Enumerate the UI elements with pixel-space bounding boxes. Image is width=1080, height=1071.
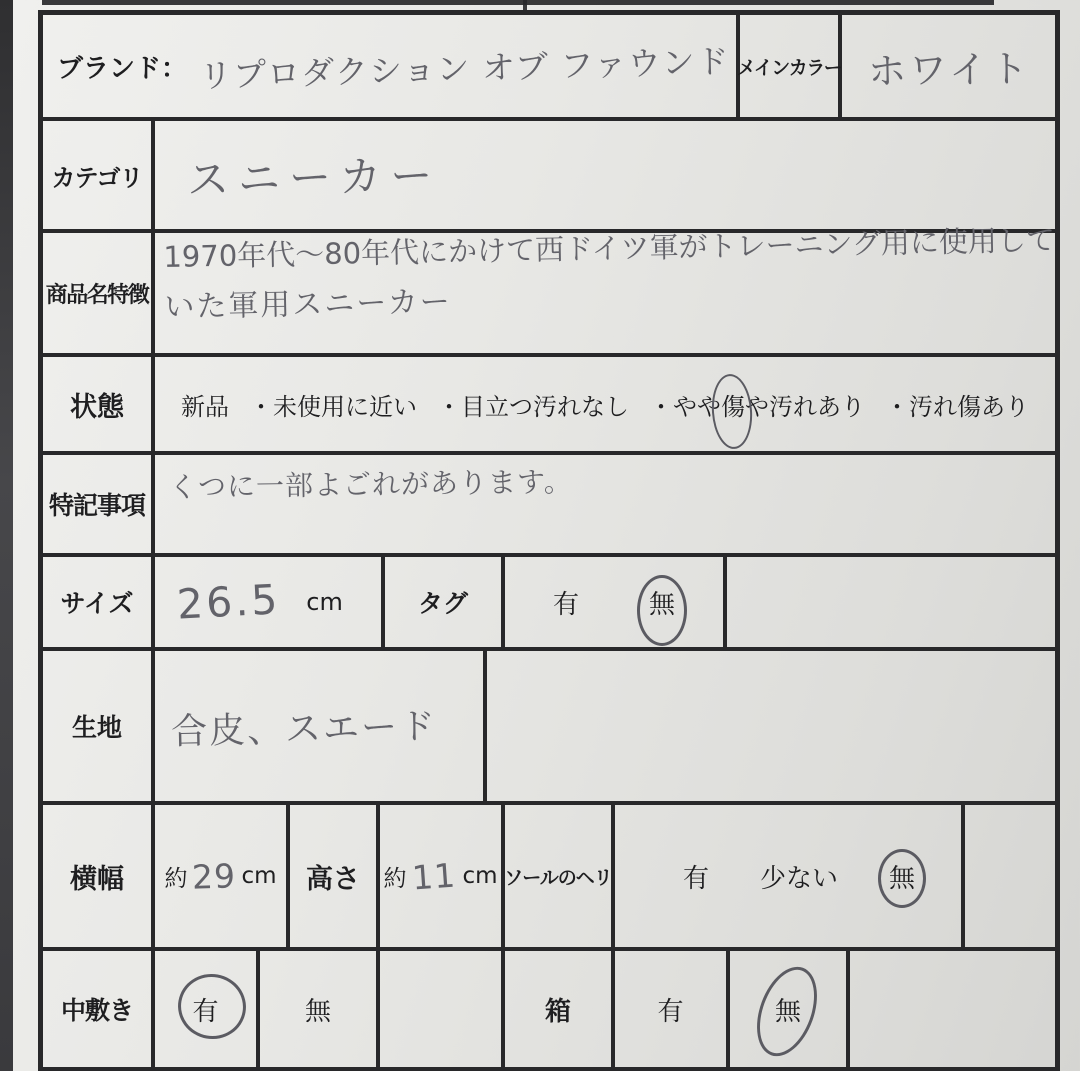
- insole-yes-cell: [155, 951, 260, 1067]
- material-row-empty-cell: [487, 651, 1055, 801]
- main-color-label-cell: [736, 15, 842, 117]
- tag-option-yes: 有: [553, 589, 580, 620]
- row-material: [43, 651, 1055, 805]
- condition-option-some-damage-suffix: や汚れあり: [745, 392, 865, 421]
- condition-option-damaged: ・汚れ傷あり: [885, 392, 1029, 421]
- insole-option-yes-circled: 有: [192, 991, 218, 1028]
- insole-label: 中敷き: [60, 996, 133, 1025]
- condition-label: 状態: [70, 391, 124, 423]
- features-label: 商品名特徴: [45, 282, 149, 308]
- condition-option-like-new: ・未使用に近い: [249, 392, 417, 421]
- width-label: 横幅: [70, 863, 124, 895]
- bottom-empty-cell-2: [850, 951, 1055, 1067]
- tag-label-cell: [385, 557, 505, 647]
- sole-wear-option-no-circled: 無: [889, 858, 915, 895]
- width-approx-prefix: 約: [164, 865, 188, 892]
- main-color-handwritten-value: ホワイト: [867, 46, 1032, 93]
- sole-wear-label: ソールのヘリ: [504, 866, 612, 889]
- spec-form-table: [38, 10, 1060, 1071]
- size-label: サイズ: [60, 589, 134, 618]
- measurements-row-empty-cell: [965, 805, 1055, 947]
- notes-label-cell: [43, 455, 155, 553]
- condition-label-cell: [43, 357, 155, 451]
- height-label-cell: [290, 805, 380, 947]
- features-label-cell: [43, 233, 155, 353]
- sole-wear-label-cell: [505, 805, 615, 947]
- main-color-value-cell: [842, 15, 1055, 117]
- box-yes-cell: [615, 951, 730, 1067]
- box-label: 箱: [544, 996, 571, 1027]
- row-size-tag: [43, 557, 1055, 651]
- insole-no-cell: [260, 951, 380, 1067]
- features-value-cell: [155, 222, 1056, 353]
- height-unit: cm: [462, 863, 498, 889]
- notes-label: 特記事項: [48, 491, 145, 520]
- height-handwritten-value: 11: [411, 855, 458, 897]
- insole-option-no: 無: [304, 996, 331, 1027]
- notes-handwritten-value: くつに一部よごれがあります。: [168, 465, 573, 504]
- brand-label: ブランド：: [57, 53, 188, 84]
- sole-wear-options-cell: [615, 805, 965, 947]
- category-value-cell: [155, 121, 1055, 229]
- material-handwritten-value: 合皮、スエード: [170, 705, 438, 753]
- row-condition: [43, 357, 1055, 455]
- cropped-row-above-line: [42, 0, 994, 5]
- sole-wear-option-few: 少ない: [759, 863, 838, 894]
- height-approx-prefix: 約: [383, 865, 407, 892]
- category-label: カテゴリ: [51, 163, 143, 192]
- bottom-empty-cell-1: [380, 951, 505, 1067]
- width-handwritten-value: 29: [191, 855, 238, 897]
- condition-circled-mark: 傷: [721, 387, 745, 422]
- row-notes: [43, 455, 1055, 557]
- sole-wear-option-yes: 有: [683, 863, 710, 894]
- row-measurements: [43, 805, 1055, 951]
- box-option-no-circled: 無: [775, 991, 801, 1028]
- width-label-cell: [43, 805, 155, 947]
- material-label: 生地: [71, 713, 122, 742]
- category-handwritten-value: スニーカー: [186, 150, 442, 205]
- row-insole-box: [43, 951, 1055, 1067]
- width-value-cell: [155, 805, 290, 947]
- tag-label: タグ: [417, 589, 468, 618]
- main-color-label: メインカラー: [736, 56, 842, 79]
- size-handwritten-value: 26.5: [175, 575, 282, 629]
- row-brand: [43, 15, 1055, 121]
- condition-option-no-stain: ・目立つ汚れなし: [437, 392, 629, 421]
- size-value-cell: [155, 557, 385, 647]
- notes-value-cell: [155, 455, 1055, 553]
- tag-option-no-circled: 無: [649, 584, 675, 621]
- insole-label-cell: [43, 951, 155, 1067]
- features-handwritten-line1: 1970年代〜80年代にかけて西ドイツ軍がトレーニング用に使用して: [163, 222, 1056, 274]
- condition-option-some-damage: [649, 387, 865, 422]
- size-row-empty-cell: [727, 557, 1055, 647]
- width-unit: cm: [241, 863, 277, 889]
- material-value-cell: [155, 651, 487, 801]
- row-features: [43, 222, 1056, 357]
- size-unit: cm: [306, 588, 343, 616]
- size-label-cell: [43, 557, 155, 647]
- box-label-cell: [505, 951, 615, 1067]
- height-label: 高さ: [306, 863, 360, 895]
- photo-dark-edge: [0, 0, 13, 1071]
- box-option-yes: 有: [657, 996, 684, 1027]
- brand-cell: [43, 15, 740, 117]
- height-value-cell: [380, 805, 505, 947]
- condition-options-cell: [155, 357, 1055, 451]
- condition-option-new: 新品: [181, 392, 229, 421]
- box-no-cell: [730, 951, 850, 1067]
- tag-options-cell: [505, 557, 727, 647]
- brand-handwritten-value: リプロダクション オブ ファウンド: [198, 41, 731, 95]
- category-label-cell: [43, 121, 155, 229]
- features-handwritten-line2: いた軍用スニーカー: [164, 284, 453, 325]
- material-label-cell: [43, 651, 155, 801]
- row-category: [43, 121, 1055, 233]
- condition-option-some-damage-prefix: ・やや: [649, 392, 721, 421]
